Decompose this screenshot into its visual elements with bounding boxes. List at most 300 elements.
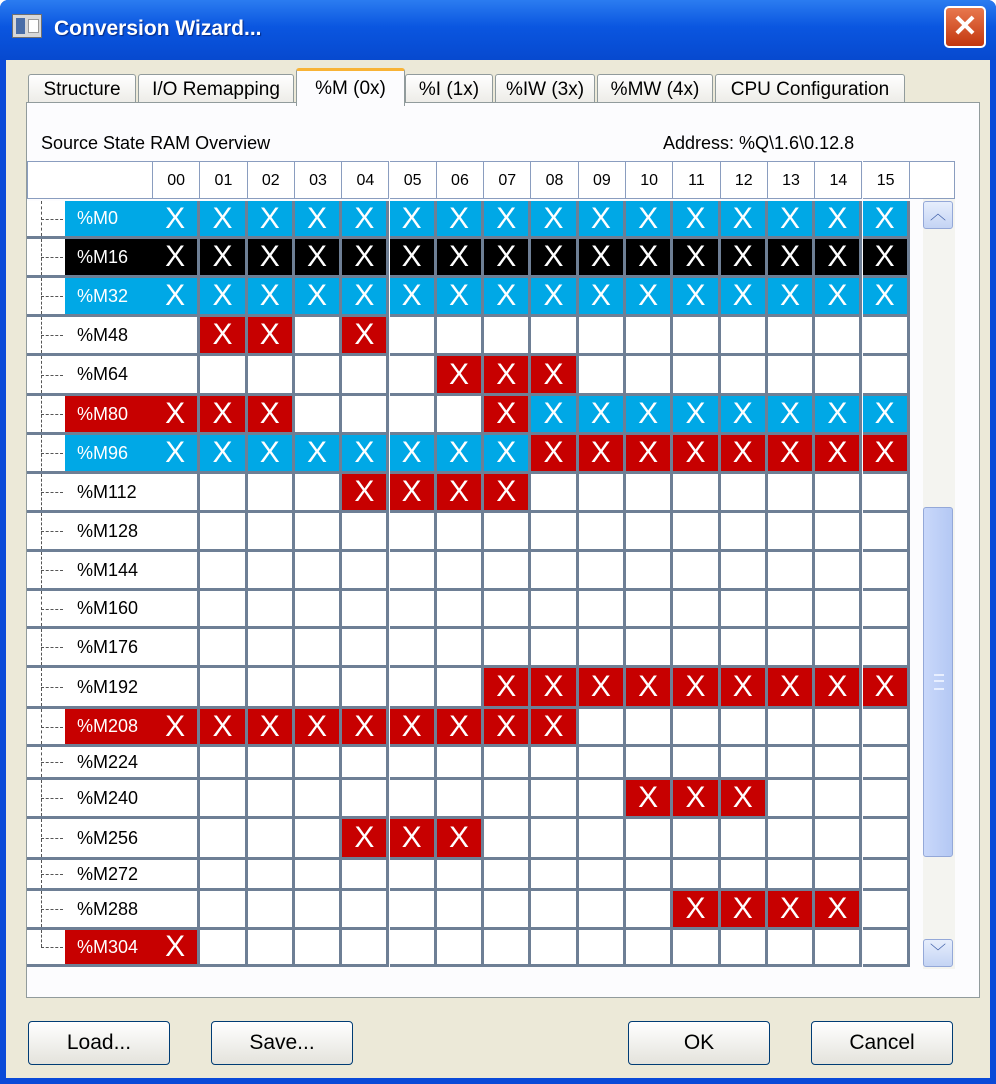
row-address-label[interactable]: %M144 [77,559,139,580]
bit-cell[interactable]: X [484,201,531,239]
bit-cell[interactable]: X [248,396,295,435]
bit-cell[interactable] [153,629,200,668]
bit-cell[interactable]: X [484,709,531,747]
bit-cell[interactable] [390,747,437,780]
bit-cell[interactable] [484,819,531,860]
bit-cell[interactable] [200,474,247,513]
bit-cell[interactable]: X [484,474,531,513]
bit-cell[interactable] [579,930,626,967]
bit-cell[interactable] [863,552,910,591]
chevron-up-icon[interactable]: ︿ [923,201,953,229]
bit-cell[interactable]: X [153,278,200,317]
bit-cell[interactable] [721,860,768,891]
bit-cell[interactable] [673,552,720,591]
bit-cell[interactable] [342,356,389,396]
bit-cell[interactable]: X [248,317,295,356]
bit-cell[interactable] [815,709,862,747]
bit-cell[interactable] [295,474,342,513]
bit-cell[interactable] [295,668,342,709]
bit-cell[interactable] [295,930,342,967]
bit-cell[interactable] [815,747,862,780]
bit-cell[interactable] [200,629,247,668]
bit-cell[interactable]: X [342,201,389,239]
bit-cell[interactable] [768,474,815,513]
bit-cell[interactable]: X [437,239,484,278]
bit-cell[interactable]: X [531,356,578,396]
bit-cell[interactable] [200,591,247,629]
bit-cell[interactable] [626,930,673,967]
tab-cpu-configuration[interactable]: CPU Configuration [715,74,905,104]
bit-cell[interactable]: X [437,474,484,513]
bit-cell[interactable]: X [484,239,531,278]
bit-cell[interactable] [768,629,815,668]
cancel-button[interactable]: Cancel [811,1021,953,1065]
bit-cell[interactable]: X [531,435,578,474]
bit-cell[interactable] [484,591,531,629]
bit-cell[interactable]: X [248,201,295,239]
bit-cell[interactable] [484,860,531,891]
bit-cell[interactable] [768,747,815,780]
row-address-label[interactable]: %M32 [65,278,153,314]
bit-cell[interactable] [437,891,484,930]
bit-cell[interactable] [531,819,578,860]
bit-cell[interactable]: X [815,668,862,709]
bit-cell[interactable]: X [248,709,295,747]
bit-cell[interactable] [437,513,484,552]
bit-cell[interactable] [863,629,910,668]
tab-m-0x[interactable]: %M (0x) [296,68,405,106]
bit-cell[interactable] [815,930,862,967]
bit-cell[interactable] [768,513,815,552]
bit-cell[interactable] [579,819,626,860]
bit-cell[interactable]: X [342,239,389,278]
bit-cell[interactable] [721,819,768,860]
bit-cell[interactable]: X [248,278,295,317]
bit-cell[interactable]: X [579,435,626,474]
bit-cell[interactable] [153,860,200,891]
bit-cell[interactable] [295,891,342,930]
bit-cell[interactable] [673,629,720,668]
bit-cell[interactable] [721,591,768,629]
bit-cell[interactable] [295,513,342,552]
bit-cell[interactable]: X [342,435,389,474]
bit-cell[interactable]: X [295,709,342,747]
bit-cell[interactable] [390,891,437,930]
bit-cell[interactable] [484,930,531,967]
bit-cell[interactable] [437,668,484,709]
bit-cell[interactable] [342,668,389,709]
bit-cell[interactable]: X [721,396,768,435]
bit-cell[interactable] [342,396,389,435]
bit-cell[interactable] [248,819,295,860]
bit-cell[interactable] [295,396,342,435]
tab-iw-3x[interactable]: %IW (3x) [495,74,595,104]
bit-cell[interactable] [484,780,531,819]
bit-cell[interactable] [863,780,910,819]
bit-cell[interactable] [626,591,673,629]
bit-cell[interactable] [484,552,531,591]
bit-cell[interactable]: X [815,278,862,317]
bit-cell[interactable]: X [437,709,484,747]
bit-cell[interactable] [248,891,295,930]
bit-cell[interactable] [863,709,910,747]
bit-cell[interactable] [531,747,578,780]
bit-cell[interactable]: X [437,435,484,474]
bit-cell[interactable] [248,780,295,819]
bit-cell[interactable] [579,591,626,629]
bit-cell[interactable]: X [579,668,626,709]
bit-cell[interactable]: X [579,239,626,278]
bit-cell[interactable] [626,860,673,891]
bit-cell[interactable] [248,668,295,709]
bit-cell[interactable] [390,513,437,552]
bit-cell[interactable] [626,317,673,356]
bit-cell[interactable] [342,780,389,819]
bit-cell[interactable] [153,819,200,860]
bit-cell[interactable] [248,591,295,629]
bit-cell[interactable]: X [342,709,389,747]
bit-cell[interactable] [200,860,247,891]
row-address-label[interactable]: %M224 [77,751,139,772]
bit-cell[interactable] [531,780,578,819]
bit-cell[interactable]: X [390,435,437,474]
bit-cell[interactable] [342,552,389,591]
bit-cell[interactable]: X [768,201,815,239]
bit-cell[interactable]: X [295,201,342,239]
bit-cell[interactable] [815,591,862,629]
bit-cell[interactable] [863,930,910,967]
bit-cell[interactable]: X [579,396,626,435]
bit-cell[interactable]: X [673,396,720,435]
bit-cell[interactable] [673,819,720,860]
bit-cell[interactable] [768,317,815,356]
bit-cell[interactable] [531,317,578,356]
bit-cell[interactable]: X [200,278,247,317]
bit-cell[interactable]: X [721,891,768,930]
bit-cell[interactable] [768,552,815,591]
bit-cell[interactable] [153,474,200,513]
row-address-label[interactable]: %M272 [77,863,139,884]
bit-cell[interactable] [531,629,578,668]
bit-cell[interactable] [863,474,910,513]
bit-cell[interactable] [863,891,910,930]
bit-cell[interactable] [626,891,673,930]
bit-cell[interactable] [626,356,673,396]
bit-cell[interactable]: X [342,819,389,860]
bit-cell[interactable]: X [626,780,673,819]
bit-cell[interactable] [153,668,200,709]
bit-cell[interactable]: X [673,891,720,930]
bit-cell[interactable]: X [768,668,815,709]
ok-button[interactable]: OK [628,1021,770,1065]
bit-cell[interactable] [248,629,295,668]
bit-cell[interactable] [437,317,484,356]
bit-cell[interactable] [390,930,437,967]
bit-cell[interactable] [579,709,626,747]
bit-cell[interactable] [531,860,578,891]
bit-cell[interactable] [673,709,720,747]
row-address-label[interactable]: %M176 [77,636,139,657]
bit-cell[interactable]: X [200,239,247,278]
bit-cell[interactable]: X [768,891,815,930]
row-address-label[interactable]: %M160 [77,598,139,618]
bit-cell[interactable] [248,747,295,780]
row-address-label[interactable]: %M128 [77,520,139,541]
bit-cell[interactable]: X [390,201,437,239]
bit-cell[interactable] [248,474,295,513]
bit-cell[interactable] [721,629,768,668]
bit-cell[interactable] [295,860,342,891]
bit-cell[interactable]: X [342,317,389,356]
bit-cell[interactable]: X [815,435,862,474]
bit-cell[interactable] [200,356,247,396]
load-button[interactable]: Load... [28,1021,170,1065]
bit-cell[interactable]: X [721,201,768,239]
bit-cell[interactable] [579,747,626,780]
bit-cell[interactable] [295,629,342,668]
bit-cell[interactable] [673,356,720,396]
row-address-label[interactable]: %M48 [77,324,129,345]
row-address-label[interactable]: %M304 [65,930,153,964]
bit-cell[interactable] [295,552,342,591]
row-address-label[interactable]: %M192 [77,676,139,697]
bit-cell[interactable]: X [579,278,626,317]
bit-cell[interactable] [200,513,247,552]
bit-cell[interactable] [721,930,768,967]
bit-cell[interactable]: X [531,709,578,747]
bit-cell[interactable] [815,780,862,819]
scroll-thumb[interactable] [923,507,953,857]
bit-cell[interactable]: X [295,435,342,474]
bit-cell[interactable] [531,552,578,591]
bit-cell[interactable] [153,513,200,552]
bit-cell[interactable]: X [863,201,910,239]
bit-cell[interactable]: X [626,668,673,709]
bit-cell[interactable]: X [390,278,437,317]
bit-cell[interactable]: X [342,474,389,513]
bit-cell[interactable]: X [531,278,578,317]
bit-cell[interactable] [437,747,484,780]
bit-cell[interactable]: X [863,668,910,709]
bit-cell[interactable]: X [626,201,673,239]
tab-mw-4x[interactable]: %MW (4x) [597,74,713,104]
bit-cell[interactable] [863,356,910,396]
bit-cell[interactable]: X [673,668,720,709]
row-address-label[interactable]: %M0 [65,201,153,236]
bit-cell[interactable]: X [579,201,626,239]
bit-cell[interactable]: X [626,396,673,435]
bit-cell[interactable] [390,317,437,356]
bit-cell[interactable] [200,930,247,967]
bit-cell[interactable] [579,891,626,930]
bit-cell[interactable]: X [673,201,720,239]
bit-cell[interactable]: X [153,930,200,967]
bit-cell[interactable]: X [295,278,342,317]
bit-cell[interactable] [721,317,768,356]
bit-cell[interactable] [437,629,484,668]
bit-cell[interactable] [295,317,342,356]
bit-cell[interactable] [390,591,437,629]
bit-cell[interactable] [579,513,626,552]
bit-cell[interactable]: X [673,780,720,819]
bit-cell[interactable]: X [153,201,200,239]
bit-cell[interactable] [153,591,200,629]
bit-cell[interactable] [200,668,247,709]
vertical-scrollbar[interactable] [923,199,955,969]
bit-cell[interactable] [863,513,910,552]
bit-cell[interactable] [863,860,910,891]
bit-cell[interactable]: X [153,435,200,474]
bit-cell[interactable] [200,819,247,860]
bit-cell[interactable]: X [721,239,768,278]
bit-cell[interactable] [295,356,342,396]
bit-cell[interactable] [768,356,815,396]
bit-cell[interactable] [342,591,389,629]
bit-cell[interactable]: X [200,396,247,435]
tab-i-o-remapping[interactable]: I/O Remapping [138,74,294,104]
bit-cell[interactable] [673,474,720,513]
bit-cell[interactable]: X [248,435,295,474]
bit-cell[interactable] [390,552,437,591]
bit-cell[interactable]: X [390,709,437,747]
bit-cell[interactable]: X [863,239,910,278]
bit-cell[interactable] [437,552,484,591]
bit-cell[interactable] [295,591,342,629]
bit-cell[interactable]: X [721,278,768,317]
bit-cell[interactable]: X [673,239,720,278]
bit-cell[interactable] [863,819,910,860]
bit-cell[interactable]: X [390,239,437,278]
bit-cell[interactable] [295,747,342,780]
bit-cell[interactable] [815,819,862,860]
bit-cell[interactable]: X [863,278,910,317]
bit-cell[interactable] [437,591,484,629]
bit-cell[interactable]: X [815,239,862,278]
bit-cell[interactable] [484,317,531,356]
bit-cell[interactable] [200,552,247,591]
bit-cell[interactable] [863,591,910,629]
bit-cell[interactable] [153,780,200,819]
bit-cell[interactable] [437,396,484,435]
bit-cell[interactable]: X [721,780,768,819]
bit-cell[interactable]: X [721,668,768,709]
bit-cell[interactable] [626,629,673,668]
bit-cell[interactable] [153,891,200,930]
bit-cell[interactable] [626,552,673,591]
bit-cell[interactable] [815,629,862,668]
bit-cell[interactable] [579,860,626,891]
bit-cell[interactable] [248,860,295,891]
bit-cell[interactable]: X [626,278,673,317]
bit-cell[interactable] [673,930,720,967]
bit-cell[interactable]: X [531,396,578,435]
bit-cell[interactable]: X [200,435,247,474]
bit-cell[interactable] [815,356,862,396]
bit-cell[interactable]: X [768,435,815,474]
bit-cell[interactable] [248,356,295,396]
bit-cell[interactable] [200,780,247,819]
bit-cell[interactable] [531,891,578,930]
row-address-label[interactable]: %M64 [77,364,129,384]
bit-cell[interactable]: X [815,396,862,435]
bit-cell[interactable] [673,513,720,552]
bit-cell[interactable] [815,552,862,591]
bit-cell[interactable] [295,819,342,860]
bit-cell[interactable] [721,552,768,591]
bit-cell[interactable]: X [484,278,531,317]
bit-cell[interactable]: X [863,435,910,474]
bit-cell[interactable]: X [200,201,247,239]
bit-cell[interactable] [248,552,295,591]
row-address-label[interactable]: %M16 [65,239,153,275]
bit-cell[interactable] [437,930,484,967]
bit-cell[interactable]: X [342,278,389,317]
bit-cell[interactable]: X [768,239,815,278]
bit-cell[interactable] [626,474,673,513]
bit-cell[interactable]: X [815,201,862,239]
bit-cell[interactable] [626,747,673,780]
bit-cell[interactable]: X [531,201,578,239]
bit-cell[interactable]: X [626,435,673,474]
bit-cell[interactable]: X [484,356,531,396]
row-address-label[interactable]: %M240 [77,787,139,808]
bit-cell[interactable] [579,474,626,513]
bit-cell[interactable] [437,780,484,819]
save-button[interactable]: Save... [211,1021,353,1065]
bit-cell[interactable] [484,891,531,930]
bit-cell[interactable] [390,668,437,709]
bit-cell[interactable] [342,513,389,552]
bit-cell[interactable]: X [673,278,720,317]
bit-cell[interactable]: X [484,668,531,709]
bit-cell[interactable] [484,513,531,552]
bit-cell[interactable]: X [531,239,578,278]
bit-cell[interactable] [721,747,768,780]
bit-cell[interactable] [484,747,531,780]
row-address-label[interactable]: %M208 [65,709,153,744]
bit-cell[interactable] [673,860,720,891]
close-button[interactable]: ✕ [944,6,986,48]
bit-cell[interactable]: X [248,239,295,278]
bit-cell[interactable]: X [768,396,815,435]
bit-cell[interactable] [815,317,862,356]
bit-cell[interactable]: X [153,396,200,435]
bit-cell[interactable]: X [390,819,437,860]
bit-cell[interactable] [815,474,862,513]
tab-structure[interactable]: Structure [28,74,136,104]
bit-cell[interactable]: X [200,709,247,747]
bit-cell[interactable] [626,513,673,552]
bit-cell[interactable] [579,317,626,356]
bit-cell[interactable]: X [153,239,200,278]
bit-cell[interactable] [295,780,342,819]
bit-cell[interactable] [863,317,910,356]
bit-cell[interactable]: X [437,278,484,317]
bit-cell[interactable] [153,356,200,396]
bit-cell[interactable]: X [863,396,910,435]
bit-cell[interactable] [673,317,720,356]
bit-cell[interactable] [721,513,768,552]
bit-cell[interactable] [815,513,862,552]
bit-cell[interactable] [721,709,768,747]
bit-cell[interactable] [673,591,720,629]
bit-cell[interactable] [579,552,626,591]
row-address-label[interactable]: %M80 [65,396,153,432]
bit-cell[interactable] [626,709,673,747]
bit-cell[interactable]: X [153,709,200,747]
bit-cell[interactable] [342,930,389,967]
bit-cell[interactable] [248,930,295,967]
